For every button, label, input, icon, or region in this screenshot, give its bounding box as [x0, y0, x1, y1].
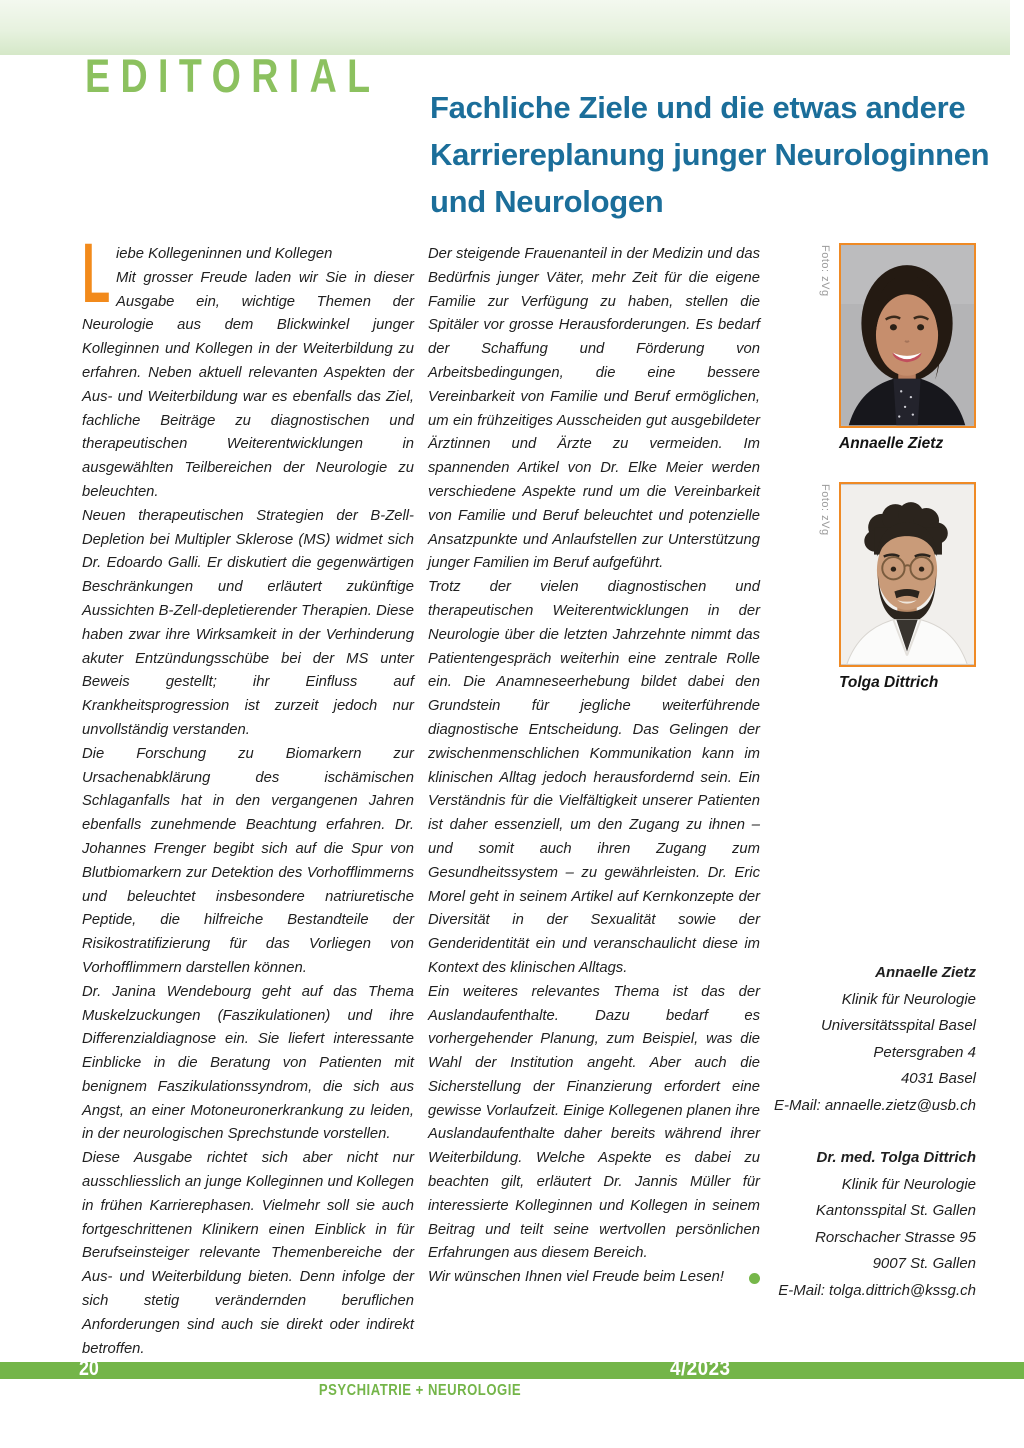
article-title: Fachliche Ziele und die etwas andere Karriereplanung junger Neurologinnen und Neurologen — [430, 90, 990, 219]
contact-line: Rorschacher Strasse 95 — [815, 1228, 976, 1246]
portrait-tolga-dittrich — [839, 482, 976, 667]
top-banner — [0, 0, 1010, 55]
drop-cap: L — [82, 226, 111, 320]
portrait-tolga-illustration — [841, 484, 974, 665]
body-paragraph: Diese Ausgabe richtet sich aber nicht nur ausschliesslich an junge Kolleginnen und Kollegen in frühen Karrierephasen. Vielmehr soll sie auch fortgeschrittenen Klinikern einen Einblick in für Berufseinsteiger relevante Themenbereiche der Aus- und Weiterbildung bieten. Denn infolge der sich stetig verändernden beruflichen Anforderungen sind auch sie direkt oder indirekt betroffen. — [82, 1150, 414, 1357]
contact-line: 9007 St. Gallen — [872, 1255, 976, 1272]
contact-line: Klinik für Neurologie — [841, 1175, 976, 1193]
contact-block — [696, 1145, 976, 1304]
portrait-annaelle-illustration — [841, 245, 974, 426]
photo-caption: Annaelle Zietz — [839, 435, 944, 452]
body-paragraph: Der steigende Frauenanteil in der Medizin und das Bedürfnis junger Väter, mehr Zeit für die eigene Familie zur Verfügung zu haben, stellen die Spitäler vor grosse Herausforderungen. Es bedarf der Schaffung und Förderung von Arbeitsbedingungen, die eine bessere Vereinbarkeit von Familie und Beruf ermöglichen, um ein frühzeitiges Ausscheiden gut ausgebildeter Ärztinnen und Ärzte zu vermeiden. Im spannenden Artikel von Dr. Elke Meier werden verschiedene Aspekte rund um die Vereinbarkeit von Familie und Beruf beleuchtet und potenzielle Ansatzpunkte und Anlaufstellen zur Unterstützung junger Familien im Beruf aufgeführt. — [428, 246, 760, 572]
page-number: 20 — [79, 1357, 99, 1380]
body-paragraph: Trotz der vielen diagnostischen und therapeutischen Weiterentwicklungen in der Neurologie über die letzten Jahrzehnte nimmt das Patientengespräch weiterhin eine zentrale Rolle ein. Die Anamneseerhebung bildet dabei den Grundstein für jegliche weiterführende diagnostische Entscheidung. Das Gelingen der zwischenmenschlichen Kommunikation kann im klinischen Alltag jedoch herausfordernd sein. Ein Verständnis für die Vielfältigkeit unserer Patienten ist daher essenziell, um den Zugang zu ihnen – und somit auch ihren Zugang zum Gesundheitssystem – zu gewährleisten. Dr. Eric Morel geht in seinem Artikel auf Kernkonzepte der Diversität in der Sexualität sowie der Genderidentität ein und veranschaulicht diese im Kontext des klinischen Alltags. — [428, 579, 760, 976]
footer-bar — [0, 1362, 1024, 1379]
contact-line: Universitätsspital Basel — [820, 1017, 976, 1034]
contact-line: 4031 Basel — [900, 1070, 976, 1087]
photo-credit: Foto: zVg — [819, 484, 831, 536]
body-paragraph: Neuen therapeutischen Strategien der B-Zell-Depletion bei Multipler Sklerose (MS) widmet sich Dr. Edoardo Galli. Er diskutiert die gegenwärtigen Beschränkungen und erläutert zukünftige Aussichten B-Zell-depletierender Therapien. Diese haben zwar ihre Wirksamkeit in der Verhinderung akuter Entzündungsschübe bei der MS unter Beweis gestellt; ihr Einfluss auf Krankheitsprogression ist zurzeit jedoch nur unvollständig verstanden. — [82, 507, 414, 738]
photo-caption: Tolga Dittrich — [839, 674, 939, 691]
portrait-annaelle-zietz — [839, 243, 976, 428]
body-paragraph: Die Forschung zu Biomarkern zur Ursachenabklärung des ischämischen Schlaganfalls hat in den vergangenen Jahren ebenfalls zunehmende Beachtung erfahren. Dr. Johannes Frenger begibt sich auf die Spur von Blutbiomarkern zur Detektion des Vorhofflimmerns und beleuchtet insbesondere natriuretische Peptide, die hilfreiche Bestandteile der Risikostratifizierung für das Vorliegen von Vorhofflimmern darstellen können. — [82, 745, 414, 976]
body-paragraph: Dr. Janina Wendebourg geht auf das Thema Muskelzuckungen (Faszikulationen) und ihre Differenzialdiagnose ein. Sie liefert interessante Einblicke in die Beratung von Patienten mit benignem Faszikulationssyndrom, die sich aus Angst, an einer Motoneuronerkrankung zu leiden, in der neurologischen Sprechstunde vorstellen. — [82, 983, 414, 1143]
photo-credit: Foto: zVg — [819, 245, 831, 297]
body-column-1 — [82, 226, 414, 1361]
closing-text: Wir wünschen Ihnen viel Freude beim Lesen! — [428, 1269, 724, 1286]
contact-name: Dr. med. Tolga Dittrich — [816, 1149, 976, 1166]
body-paragraph — [82, 226, 414, 505]
contact-email: E-Mail: annaelle.zietz@usb.ch — [774, 1096, 976, 1114]
issue-number: 4/2023 — [670, 1357, 731, 1380]
body-paragraph: Ein weiteres relevantes Thema ist das der Auslandaufenthalte. Dazu bedarf es vorhergehender Planung, zum Beispiel, was die Wahl der Institution angeht. Aber auch die Sicherstellung der Finanzierung erfordert eine gewisse Vorlaufzeit. Einige Kollegenen planen ihre Auslandaufenthalte daher bereits während ihrer Weiterbildung. Welche Aspekte es dabei zu beachten gilt, erläutert Dr. Jannis Müller für interessierte Kolleginnen und Kollegen in seinem Beitrag und teilt seine wertvollen persönlichen Erfahrungen aus diesem Bereich. — [428, 983, 760, 1262]
section-kicker: EDITORIAL — [85, 49, 381, 102]
contact-name: Annaelle Zietz — [875, 964, 976, 981]
contact-line: Petersgraben 4 — [873, 1043, 976, 1061]
journal-name: PSYCHIATRIE + NEUROLOGIE — [318, 1382, 522, 1399]
contact-email: E-Mail: tolga.dittrich@kssg.ch — [778, 1281, 976, 1299]
contact-block — [696, 960, 976, 1119]
salutation: iebe Kollegeninnen und Kollegen — [116, 246, 333, 262]
paragraph-text: Mit grosser Freude laden wir Sie in dieser Ausgabe ein, wichtige Themen der Neurologie aus dem Blickwinkel junger Kolleginnen und Kollegen in der Weiterbildung zu erfahren. Neben aktuell relevanten Aspekten der Aus- und Weiterbildung war es ebenfalls das Ziel, fachliche Beiträge zu diagnostischen und therapeutischen Weiterentwicklungen in ausgewählten Teilbereichen der Neurologie zu beleuchten. — [82, 269, 414, 500]
contact-line: Kantonsspital St. Gallen — [815, 1202, 976, 1219]
contact-line: Klinik für Neurologie — [841, 990, 976, 1008]
author-contacts — [696, 960, 976, 1304]
